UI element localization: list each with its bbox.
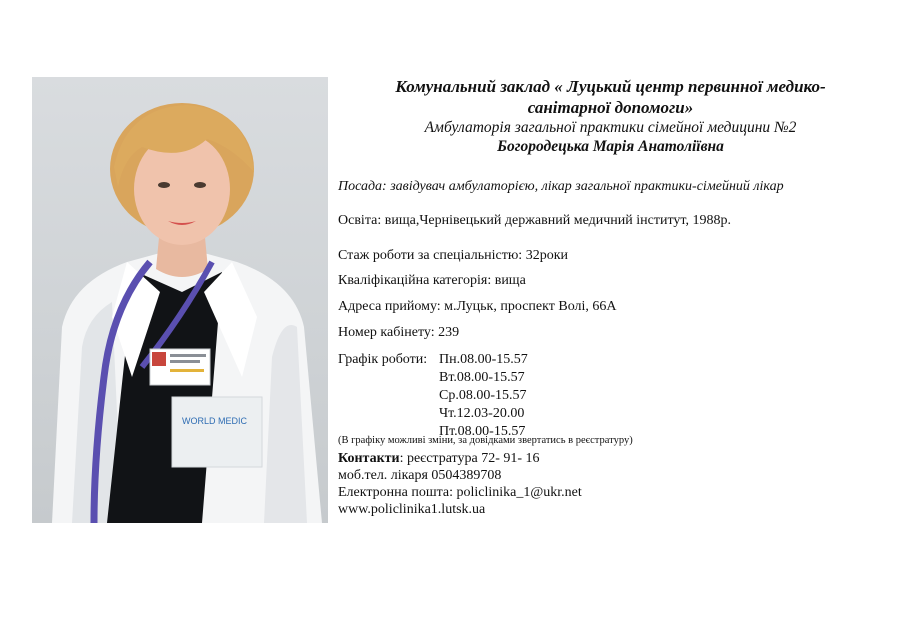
- doctor-photo: [32, 77, 328, 523]
- schedule-day: Пт.08.00-15.57: [439, 424, 526, 439]
- schedule-day: Ср.08.00-15.57: [439, 388, 527, 403]
- contacts-label: Контакти: [338, 451, 400, 466]
- email-line: Електронна пошта: policlinika_1@ukr.net: [338, 485, 582, 500]
- institution-line-1: Комунальний заклад « Луцький центр первинної медико-: [395, 77, 826, 96]
- coat-logo-text: WORLD MEDIC: [182, 416, 247, 426]
- schedule-row: [338, 369, 525, 387]
- schedule-note: (В графіку можливі зміни, за довідками звертатись в реєстратуру): [338, 435, 633, 446]
- schedule-day: Вт.08.00-15.57: [439, 370, 525, 385]
- schedule-day: Чт.12.03-20.00: [439, 406, 525, 421]
- registry-phone: : реєстратура 72- 91- 16: [399, 451, 540, 466]
- institution-line-2: санітарної допомоги»: [527, 98, 694, 117]
- schedule-label: Графік роботи:: [338, 352, 428, 367]
- room-line: Номер кабінету: 239: [338, 325, 460, 340]
- education-line: Освіта: вища,Чернівецький державний медичний інститут, 1988р.: [338, 213, 731, 228]
- work-schedule: [338, 351, 528, 441]
- schedule-row: [338, 387, 527, 405]
- schedule-row: [338, 405, 525, 423]
- schedule-day: Пн.08.00-15.57: [439, 352, 528, 367]
- category-line: Кваліфікаційна категорія: вища: [338, 273, 526, 288]
- clinic-name: Амбулаторія загальної практики сімейної медицини №2: [424, 119, 797, 136]
- contacts-registry: [338, 450, 540, 467]
- position-line: Посада: завідувач амбулаторією, лікар загальної практики-сімейний лікар: [338, 179, 784, 194]
- schedule-row: [338, 351, 528, 369]
- doctor-name: Богородецька Марія Анатоліївна: [497, 138, 724, 155]
- website-line: www.policlinika1.lutsk.ua: [338, 502, 486, 517]
- doctor-mobile: моб.тел. лікаря 0504389708: [338, 468, 502, 483]
- address-line: Адреса прийому: м.Луцьк, проспект Волі, 66А: [338, 299, 617, 314]
- header-block: [338, 76, 883, 157]
- experience-line: Стаж роботи за спеціальністю: 32роки: [338, 248, 568, 263]
